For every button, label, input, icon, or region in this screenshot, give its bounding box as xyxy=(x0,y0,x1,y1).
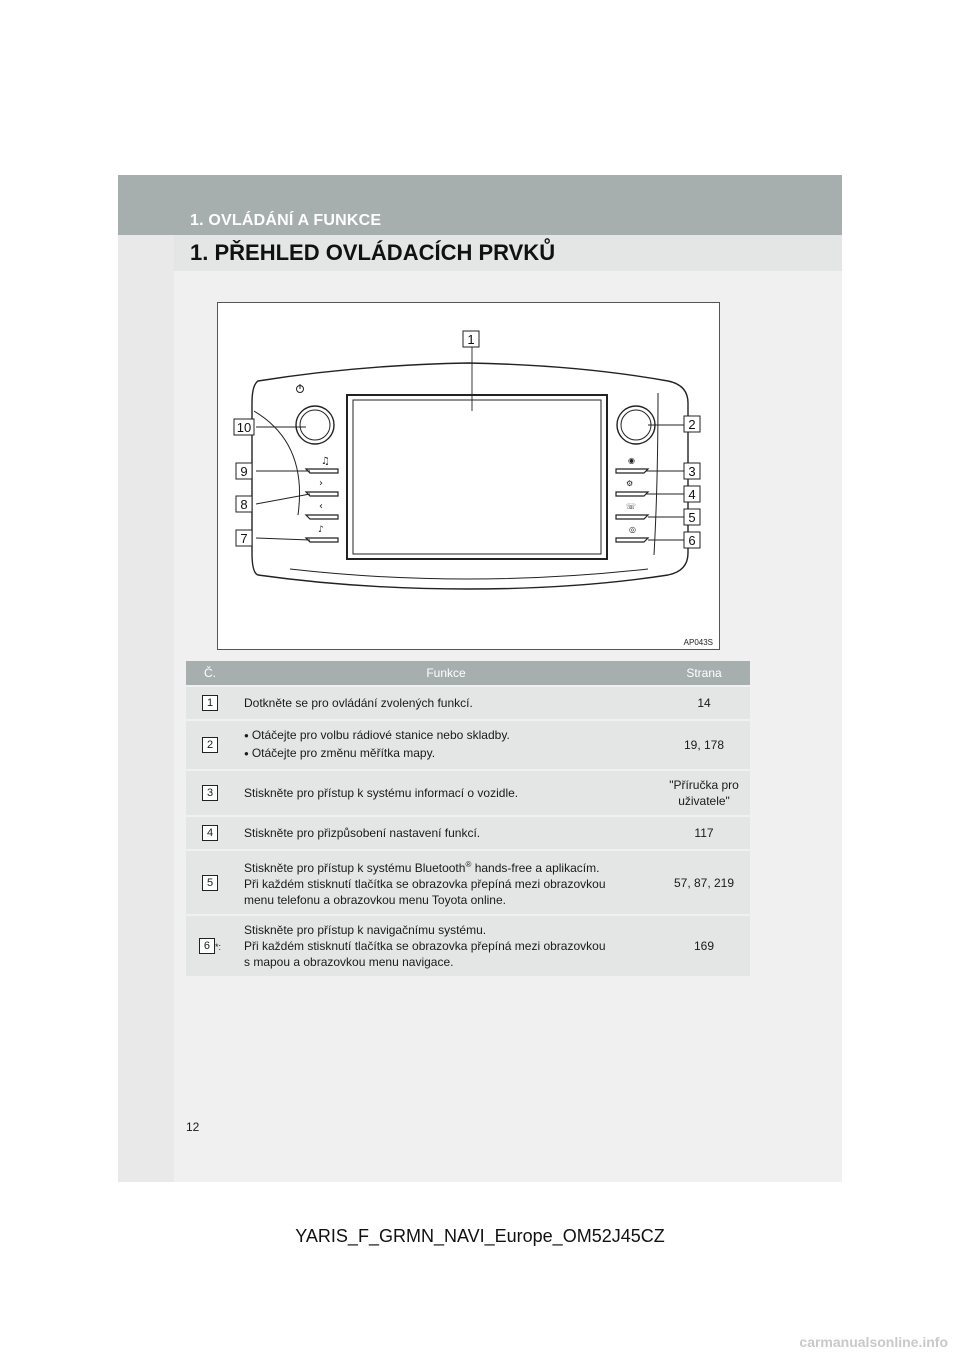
watermark: carmanualsonline.info xyxy=(799,1334,948,1350)
callout-8: 8 xyxy=(240,497,248,512)
page-number: 12 xyxy=(186,1120,200,1134)
footer-code: YARIS_F_GRMN_NAVI_Europe_OM52J45CZ xyxy=(295,1226,665,1246)
callout-7: 7 xyxy=(240,531,248,546)
row-page: 117 xyxy=(658,817,750,849)
left-margin-strip xyxy=(118,235,174,1182)
row-number-badge: 3 xyxy=(202,785,218,801)
table-header-row xyxy=(186,661,750,685)
row-bullet: ● Otáčejte pro volbu rádiové stanice nebo skladby. xyxy=(244,727,648,745)
table-row xyxy=(186,687,750,719)
head-unit-drawing xyxy=(218,303,721,651)
row-page: 19, 178 xyxy=(658,721,750,769)
row-text: s mapou a obrazovkou menu navigace. xyxy=(244,955,454,969)
row-page: 14 xyxy=(658,687,750,719)
row-number-badge: 1 xyxy=(202,695,218,711)
table-row xyxy=(186,916,750,976)
table-row xyxy=(186,817,750,849)
table-row xyxy=(186,771,750,815)
row-bullet: ● Otáčejte pro změnu měřítka mapy. xyxy=(244,745,648,763)
svg-text:♫: ♫ xyxy=(321,456,330,467)
callout-5: 5 xyxy=(688,510,696,525)
callout-4: 4 xyxy=(688,487,696,502)
table-row xyxy=(186,721,750,769)
header-num: Č. xyxy=(186,661,234,685)
header-func: Funkce xyxy=(234,661,658,685)
callout-9: 9 xyxy=(240,464,248,479)
function-table xyxy=(186,659,750,978)
row-text-bluetooth: Stiskněte pro přístup k systému Bluetooth® hands-free a aplikacím. xyxy=(244,860,600,875)
row-number-badge: 5 xyxy=(202,875,218,891)
header-page: Strana xyxy=(658,661,750,685)
row-text: Při každém stisknutí tlačítka se obrazovka přepíná mezi obrazovkou xyxy=(244,939,606,953)
row-text: Stiskněte pro přizpůsobení nastavení funkcí. xyxy=(244,826,481,840)
chapter-title: 1. OVLÁDÁNÍ A FUNKCE xyxy=(190,212,382,229)
row-text: Stiskněte pro přístup k navigačnímu systému. xyxy=(244,923,487,937)
svg-text:‹: ‹ xyxy=(319,501,323,512)
row-number-badge: 6 xyxy=(199,938,215,954)
row-number-badge: 4 xyxy=(202,825,218,841)
row-page: "Příručka pro uživatele" xyxy=(658,771,750,815)
row-text: Dotkněte se pro ovládání zvolených funkcí. xyxy=(244,696,473,710)
svg-text:⚙: ⚙ xyxy=(626,479,634,488)
svg-text:♪: ♪ xyxy=(318,525,324,535)
row-text: menu telefonu a obrazovkou menu Toyota online. xyxy=(244,893,506,907)
svg-text:◉: ◉ xyxy=(628,456,635,465)
row-text: Stiskněte pro přístup k systému informací o vozidle. xyxy=(244,786,519,800)
callout-3: 3 xyxy=(688,464,696,479)
row-page: 57, 87, 219 xyxy=(658,851,750,914)
figure-code: AP043S xyxy=(683,638,713,647)
head-unit-figure xyxy=(217,302,720,650)
row-page: 169 xyxy=(658,916,750,976)
svg-text:◎: ◎ xyxy=(629,525,636,534)
svg-text:›: › xyxy=(319,478,323,489)
power-icon xyxy=(297,384,304,393)
callout-6: 6 xyxy=(688,533,696,548)
row-suffix: *: xyxy=(214,941,221,952)
callout-2: 2 xyxy=(688,417,696,432)
callout-1: 1 xyxy=(467,332,475,347)
svg-text:☏: ☏ xyxy=(626,502,637,511)
callout-10: 10 xyxy=(236,420,252,435)
section-title: 1. PŘEHLED OVLÁDACÍCH PRVKŮ xyxy=(190,240,556,265)
row-text: Při každém stisknutí tlačítka se obrazovka přepíná mezi obrazovkou xyxy=(244,877,606,891)
row-number-badge: 2 xyxy=(202,737,218,753)
table-row xyxy=(186,851,750,914)
